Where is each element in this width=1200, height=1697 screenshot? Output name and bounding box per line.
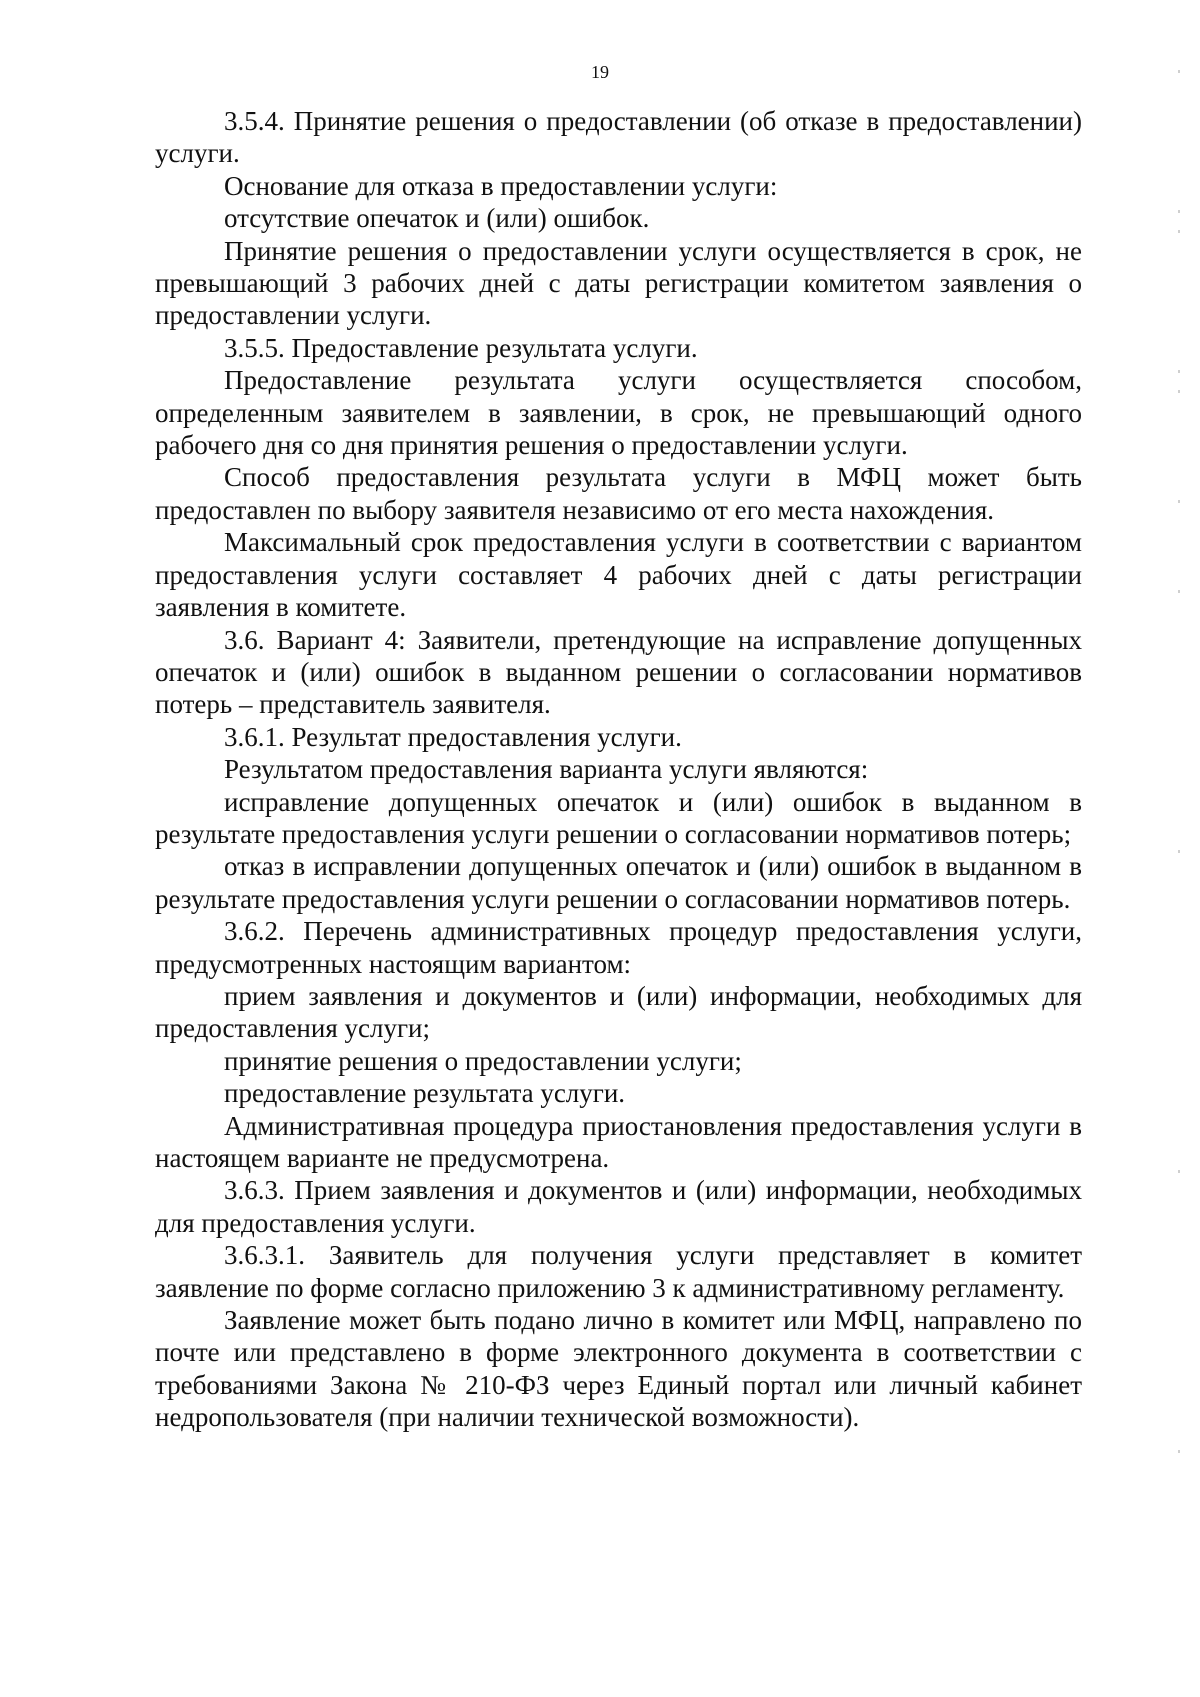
paragraph-no-errors: отсутствие опечаток и (или) ошибок. (224, 203, 650, 234)
paragraph-suspension: Административная процедура приостановления предоставления услуги в настоящем варианте не предусмотрена. (155, 1110, 1082, 1173)
paragraph-3-6-3: 3.6.3. Прием заявления и документов и (или) информации, необходимых для предоставления услуги. (155, 1175, 1082, 1238)
paragraph-3-5-5: 3.5.5. Предоставление результата услуги. (224, 332, 698, 363)
scan-margin-marks (1178, 70, 1184, 1570)
paragraph-3-6-3-1: 3.6.3.1. Заявитель для получения услуги представляет в комитет заявление по форме согласно приложению 3 к административному регламенту. (155, 1240, 1082, 1303)
paragraph-correction: исправление допущенных опечаток и (или) ошибок в выданном в результате предоставления услуги решении о согласовании нормативов потерь; (155, 786, 1082, 849)
paragraph-refusal-basis: Основание для отказа в предоставлении услуги: (224, 170, 778, 201)
paragraph-refusal-correction: отказ в исправлении допущенных опечаток и (или) ошибок в выданном в результате предоставления услуги решении о согласовании нормативов потерь. (155, 851, 1082, 914)
paragraph-3-6: 3.6. Вариант 4: Заявители, претендующие на исправление допущенных опечаток и (или) ошибок в выданном решении о согласовании нормативов потерь – представитель заявителя. (155, 624, 1082, 720)
document-body (155, 105, 1082, 1434)
paragraph-result-delivery: Предоставление результата услуги осуществляется способом, определенным заявителем в заявлении, в срок, не превышающий одного рабочего дня со дня принятия решения о предоставлении услуги. (155, 365, 1082, 461)
page-number: 19 (591, 62, 609, 82)
paragraph-procedure-decision: принятие решения о предоставлении услуги; (224, 1045, 742, 1076)
paragraph-submission-methods: Заявление может быть подано лично в комитет или МФЦ, направлено по почте или представлено в форме электронного документа в соответствии с требованиями Закона № 210-ФЗ через Единый портал или личный кабинет недропользователя (при наличии технической возможности). (155, 1305, 1082, 1433)
paragraph-3-5-4: 3.5.4. Принятие решения о предоставлении (об отказе в предоставлении) услуги. (155, 106, 1082, 169)
paragraph-decision-term: Принятие решения о предоставлении услуги осуществляется в срок, не превышающий 3 рабочих дней с даты регистрации комитетом заявления о предоставлении услуги. (155, 235, 1082, 331)
paragraph-procedure-result: предоставление результата услуги. (224, 1078, 626, 1109)
paragraph-3-6-1: 3.6.1. Результат предоставления услуги. (224, 721, 682, 752)
paragraph-3-6-2: 3.6.2. Перечень административных процедур предоставления услуги, предусмотренных настоящим вариантом: (155, 916, 1082, 979)
paragraph-max-term: Максимальный срок предоставления услуги в соответствии с вариантом предоставления услуги составляет 4 рабочих дней с даты регистрации заявления в комитете. (155, 527, 1082, 623)
paragraph-mfc-method: Способ предоставления результата услуги в МФЦ может быть предоставлен по выбору заявителя независимо от его места нахождения. (155, 462, 1082, 525)
paragraph-result-list: Результатом предоставления варианта услуги являются: (224, 754, 869, 785)
paragraph-procedure-receive: прием заявления и документов и (или) информации, необходимых для предоставления услуги; (155, 980, 1082, 1044)
